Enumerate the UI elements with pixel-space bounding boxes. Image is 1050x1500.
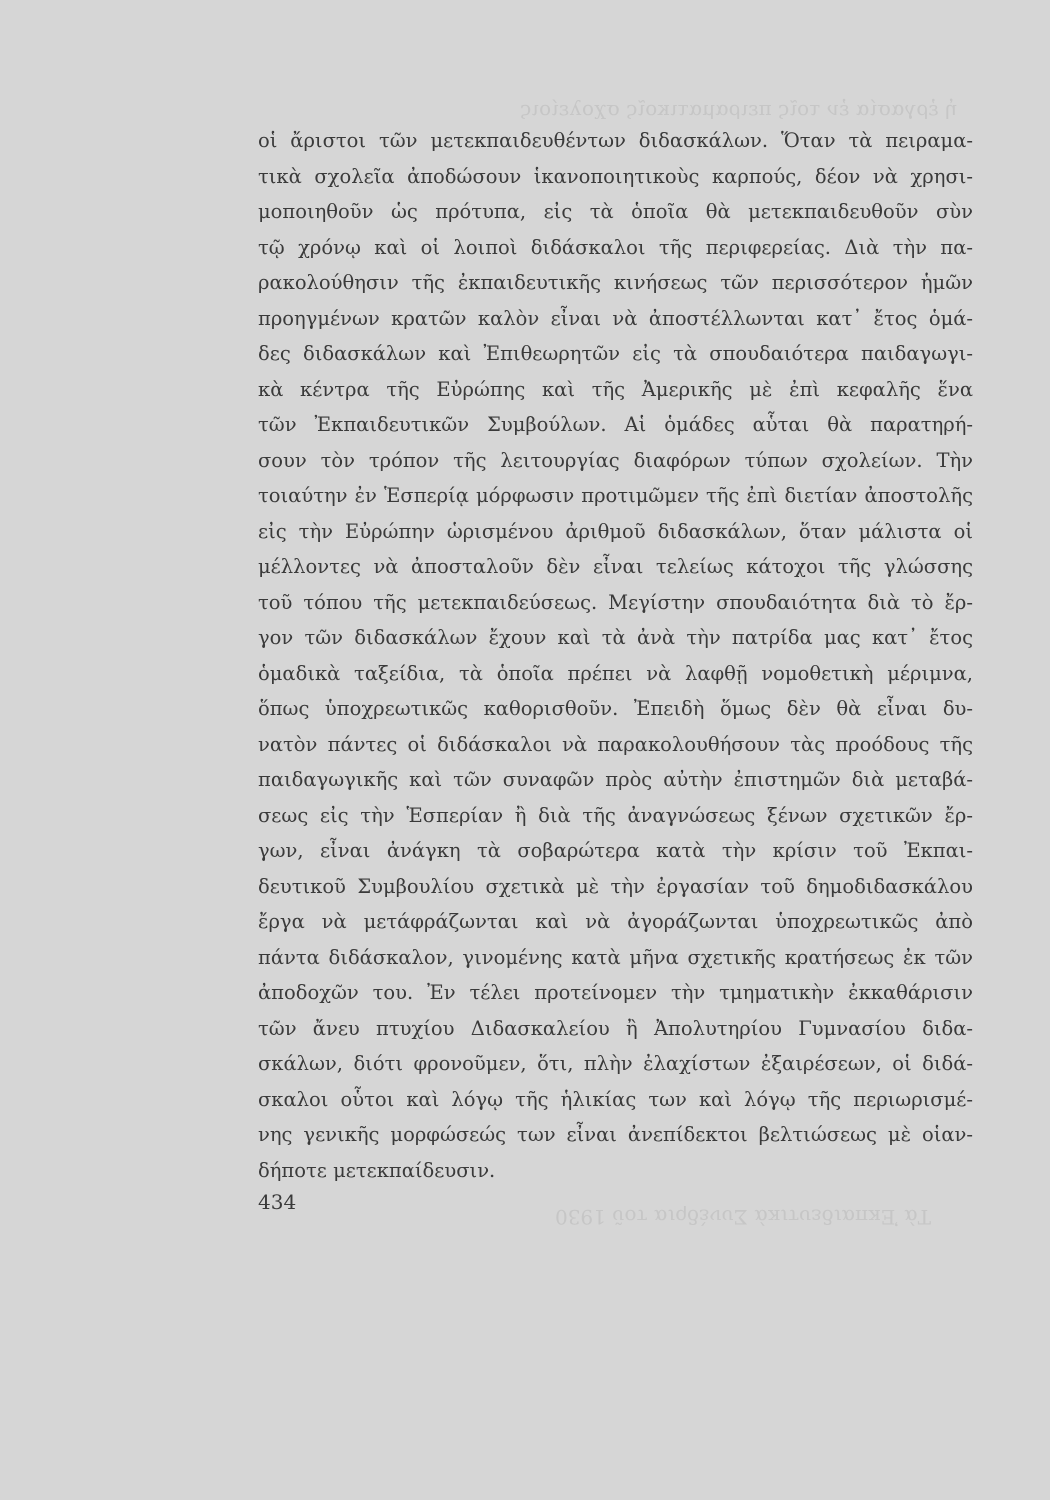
text-line: νης γενικῆς μορφώσεώς των εἶναι ἀνεπίδεκτοι βελτιώσεως μὲ οἱαν- [258, 1123, 973, 1146]
bleed-through-text: ἡ ἐργασία ἐν τοῖς πειραματικοῖς σχολείοις [520, 96, 958, 120]
text-line: παιδαγωγικῆς καὶ τῶν συναφῶν πρὸς αὐτὴν ἐπιστημῶν διὰ μεταβά- [258, 768, 973, 791]
text-line: μοποιηθοῦν ὡς πρότυπα, εἰς τὰ ὁποῖα θὰ μετεκπαιδευθοῦν σὺν [258, 200, 973, 223]
text-line: προηγμένων κρατῶν καλὸν εἶναι νὰ ἀποστέλλωνται κατ᾽ ἔτος ὁμά- [258, 306, 973, 330]
text-line: γον τῶν διδασκάλων ἔχουν καὶ τὰ ἀνὰ τὴν πατρίδα μας κατ᾽ ἔτος [258, 626, 973, 649]
text-line: τῶν ἄνευ πτυχίου Διδασκαλείου ἢ Ἀπολυτηρίου Γυμνασίου διδα- [258, 1016, 973, 1040]
page-number: 434 [258, 1190, 297, 1214]
text-line: πάντα διδάσκαλον, γινομένης κατὰ μῆνα σχετικῆς κρατήσεως ἐκ τῶν [258, 945, 973, 969]
text-line: σκάλων, διότι φρονοῦμεν, ὅτι, πλὴν ἐλαχίστων ἐξαιρέσεων, οἱ διδά- [258, 1052, 973, 1075]
text-line: νατὸν πάντες οἱ διδάσκαλοι νὰ παρακολουθήσουν τὰς προόδους τῆς [258, 732, 973, 756]
text-line: δες διδασκάλων καὶ Ἐπιθεωρητῶν εἰς τὰ σπουδαιότερα παιδαγωγι- [258, 342, 973, 365]
text-line: ὅπως ὑποχρεωτικῶς καθορισθοῦν. Ἐπειδὴ ὅμως δὲν θὰ εἶναι δυ- [258, 697, 973, 720]
text-line: τῷ χρόνῳ καὶ οἱ λοιποὶ διδάσκαλοι τῆς περιφερείας. Διὰ τὴν πα- [258, 235, 973, 259]
text-line: γων, εἶναι ἀνάγκη τὰ σοβαρώτερα κατὰ τὴν κρίσιν τοῦ Ἐκπαι- [258, 839, 973, 862]
body-text [258, 123, 973, 1188]
text-line: δευτικοῦ Συμβουλίου σχετικὰ μὲ τὴν ἐργασίαν τοῦ δημοδιδασκάλου [258, 874, 973, 898]
text-line: ρακολούθησιν τῆς ἐκπαιδευτικῆς κινήσεως τῶν περισσότερον ἡμῶν [258, 271, 973, 294]
text-line: σουν τὸν τρόπον τῆς λειτουργίας διαφόρων τύπων σχολείων. Τὴν [258, 448, 973, 472]
text-line: τικὰ σχολεῖα ἀποδώσουν ἱκανοποιητικοὺς καρπούς, δέον νὰ χρησι- [258, 164, 973, 188]
text-line: ἔργα νὰ μετάφράζωνται καὶ νὰ ἀγοράζωνται ὑποχρεωτικῶς ἀπὸ [258, 910, 973, 933]
text-line: τῶν Ἐκπαιδευτικῶν Συμβούλων. Αἱ ὁμάδες αὗται θὰ παρατηρή- [258, 413, 973, 436]
text-line: σεως εἰς τὴν Ἑσπερίαν ἢ διὰ τῆς ἀναγνώσεως ξένων σχετικῶν ἔρ- [258, 803, 973, 827]
text-line: εἰς τὴν Εὐρώπην ὡρισμένου ἀριθμοῦ διδασκάλων, ὅταν μάλιστα οἱ [258, 519, 973, 543]
text-line: τοῦ τόπου τῆς μετεκπαιδεύσεως. Μεγίστην σπουδαιότητα διὰ τὸ ἔρ- [258, 590, 973, 614]
text-line: ὁμαδικὰ ταξείδια, τὰ ὁποῖα πρέπει νὰ λαφθῇ νομοθετικὴ μέριμνα, [258, 661, 973, 685]
text-line: οἱ ἄριστοι τῶν μετεκπαιδευθέντων διδασκάλων. Ὅταν τὰ πειραμα- [258, 129, 973, 152]
text-line: μέλλοντες νὰ ἀποσταλοῦν δὲν εἶναι τελείως κάτοχοι τῆς γλώσσης [258, 555, 973, 578]
text-line: κὰ κέντρα τῆς Εὐρώπης καὶ τῆς Ἀμερικῆς μὲ ἐπὶ κεφαλῆς ἕνα [258, 377, 973, 401]
text-line: τοιαύτην ἐν Ἑσπερίᾳ μόρφωσιν προτιμῶμεν τῆς ἐπὶ διετίαν ἀποστολῆς [258, 484, 973, 507]
text-line: σκαλοι οὗτοι καὶ λόγῳ τῆς ἡλικίας των καὶ λόγῳ τῆς περιωρισμέ- [258, 1087, 973, 1111]
bleed-through-text: Τὰ Ἐκπαιδευτικὰ Συνέδρια τοῦ 1930 [555, 1205, 931, 1229]
text-line: ἀποδοχῶν του. Ἐν τέλει προτείνομεν τὴν τμηματικὴν ἐκκαθάρισιν [258, 981, 973, 1004]
text-line: δήποτε μετεκπαίδευσιν. [258, 1158, 496, 1182]
